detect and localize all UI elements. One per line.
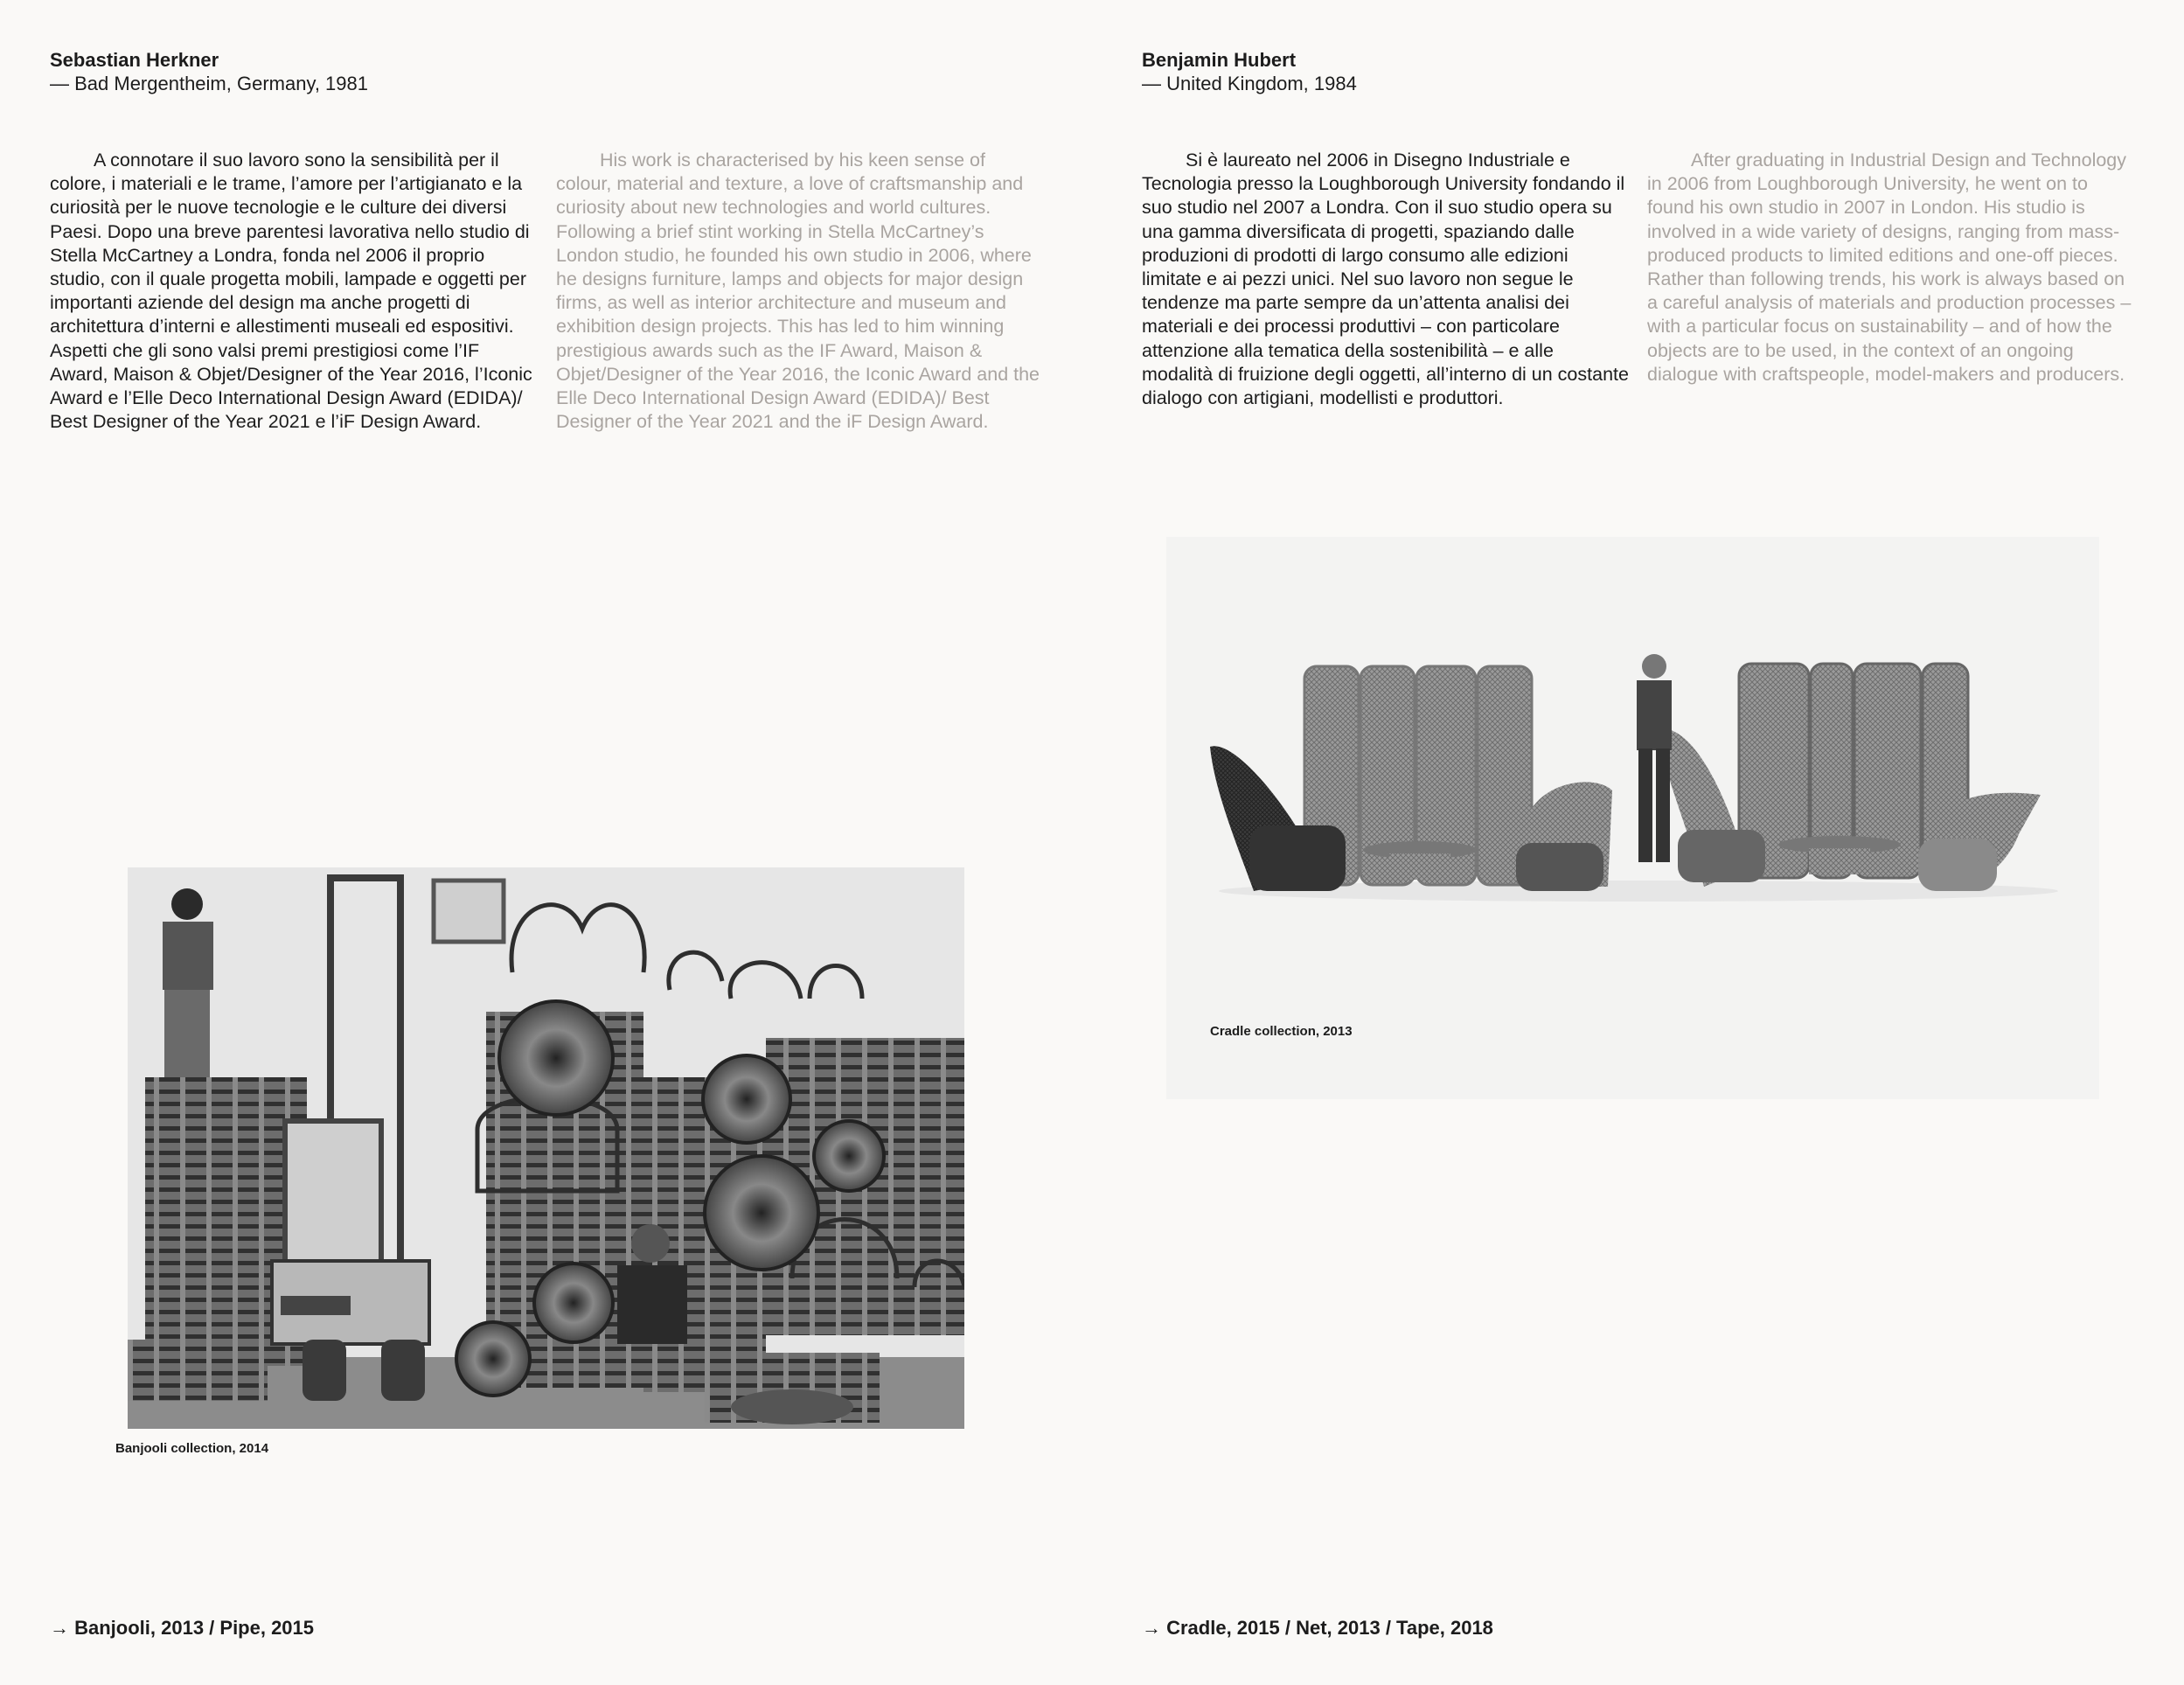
designer-origin-right: — United Kingdom, 1984 [1142, 73, 1357, 94]
designer-name-left: Sebastian Herkner [50, 49, 219, 71]
banjooli-collection-photo [128, 867, 964, 1429]
bio-italian-left: A connotare il suo lavoro sono la sensibilità per il colore, i materiali e le trame, l’amore per l’artigianato e la curiosità per le nuove tecnologie e le culture dei diversi Paesi. Dopo una breve parentesi lavorativa nello studio di Stella McCartney a Londra, fonda nel 2006 il proprio studio, con il quale progetta mobili, lampade e oggetti per importanti aziende del design ma anche progetti di architettura d’interni e allestimenti museali ed espositivi. Aspetti che gli sono valsi premi prestigiosi come l’IF Award, Maison & Objet/Designer of the Year 2016, l’Iconic Award e l’Elle Deco International Design Award (EDIDA)/ Best Designer of the Year 2021 e l’iF Design Award. [50, 150, 532, 433]
designer-name-right: Benjamin Hubert [1142, 49, 1297, 71]
cradle-collection-panel [1166, 537, 2099, 1099]
bio-english-left: His work is characterised by his keen sense of colour, material and texture, a love of craftsmanship and curiosity about new technologies and world cultures. Following a brief stint working in Stella McCartney’s London studio, he founded his own studio in 2006, where he designs furniture, lamps and objects for major design firms, as well as interior architecture and museum and exhibition design projects. This has led to him winning prestigious awards such as the IF Award, Maison & Objet/Designer of the Year 2016, the Iconic Award and the Elle Deco International Design Award (EDIDA)/ Best Designer of the Year 2021 and the iF Design Award. [556, 150, 1040, 433]
cradle-collection-photo [1201, 651, 2076, 904]
photo-caption-left: Banjooli collection, 2014 [115, 1441, 269, 1456]
photo-caption-right: Cradle collection, 2013 [1210, 1024, 1353, 1039]
bio-italian-right: Si è laureato nel 2006 in Disegno Industriale e Tecnologia presso la Loughborough University fondando il suo studio nel 2007 a Londra. Con il suo studio opera su una gamma diversificata di progetti, spaziando dalle produzioni di prodotti di largo consumo alle edizioni limitate e ai pezzi unici. Nel suo lavoro non segue le tendenze ma parte sempre da un’attenta analisi dei materiali e dei processi produttivi – con particolare attenzione alla tematica della sostenibilità – e alle modalità di fruizione degli oggetti, all’interno di un costante dialogo con artigiani, modellisti e produttori. [1142, 150, 1629, 409]
designer-origin-left: — Bad Mergentheim, Germany, 1981 [50, 73, 368, 94]
bio-english-right: After graduating in Industrial Design and Technology in 2006 from Loughborough University, he went on to found his own studio in 2007 in London. His studio is involved in a wide variety of designs, ranging from mass-produced products to limited editions and one-off pieces. Rather than following trends, his work is always based on a careful analysis of materials and production processes – with a particular focus on sustainability – and of how the objects are to be used, in the context of an ongoing dialogue with craftspeople, model-makers and producers. [1647, 150, 2132, 385]
footer-right: → Cradle, 2015 / Net, 2013 / Tape, 2018 [1142, 1617, 1493, 1639]
footer-left: → Banjooli, 2013 / Pipe, 2015 [50, 1617, 315, 1639]
